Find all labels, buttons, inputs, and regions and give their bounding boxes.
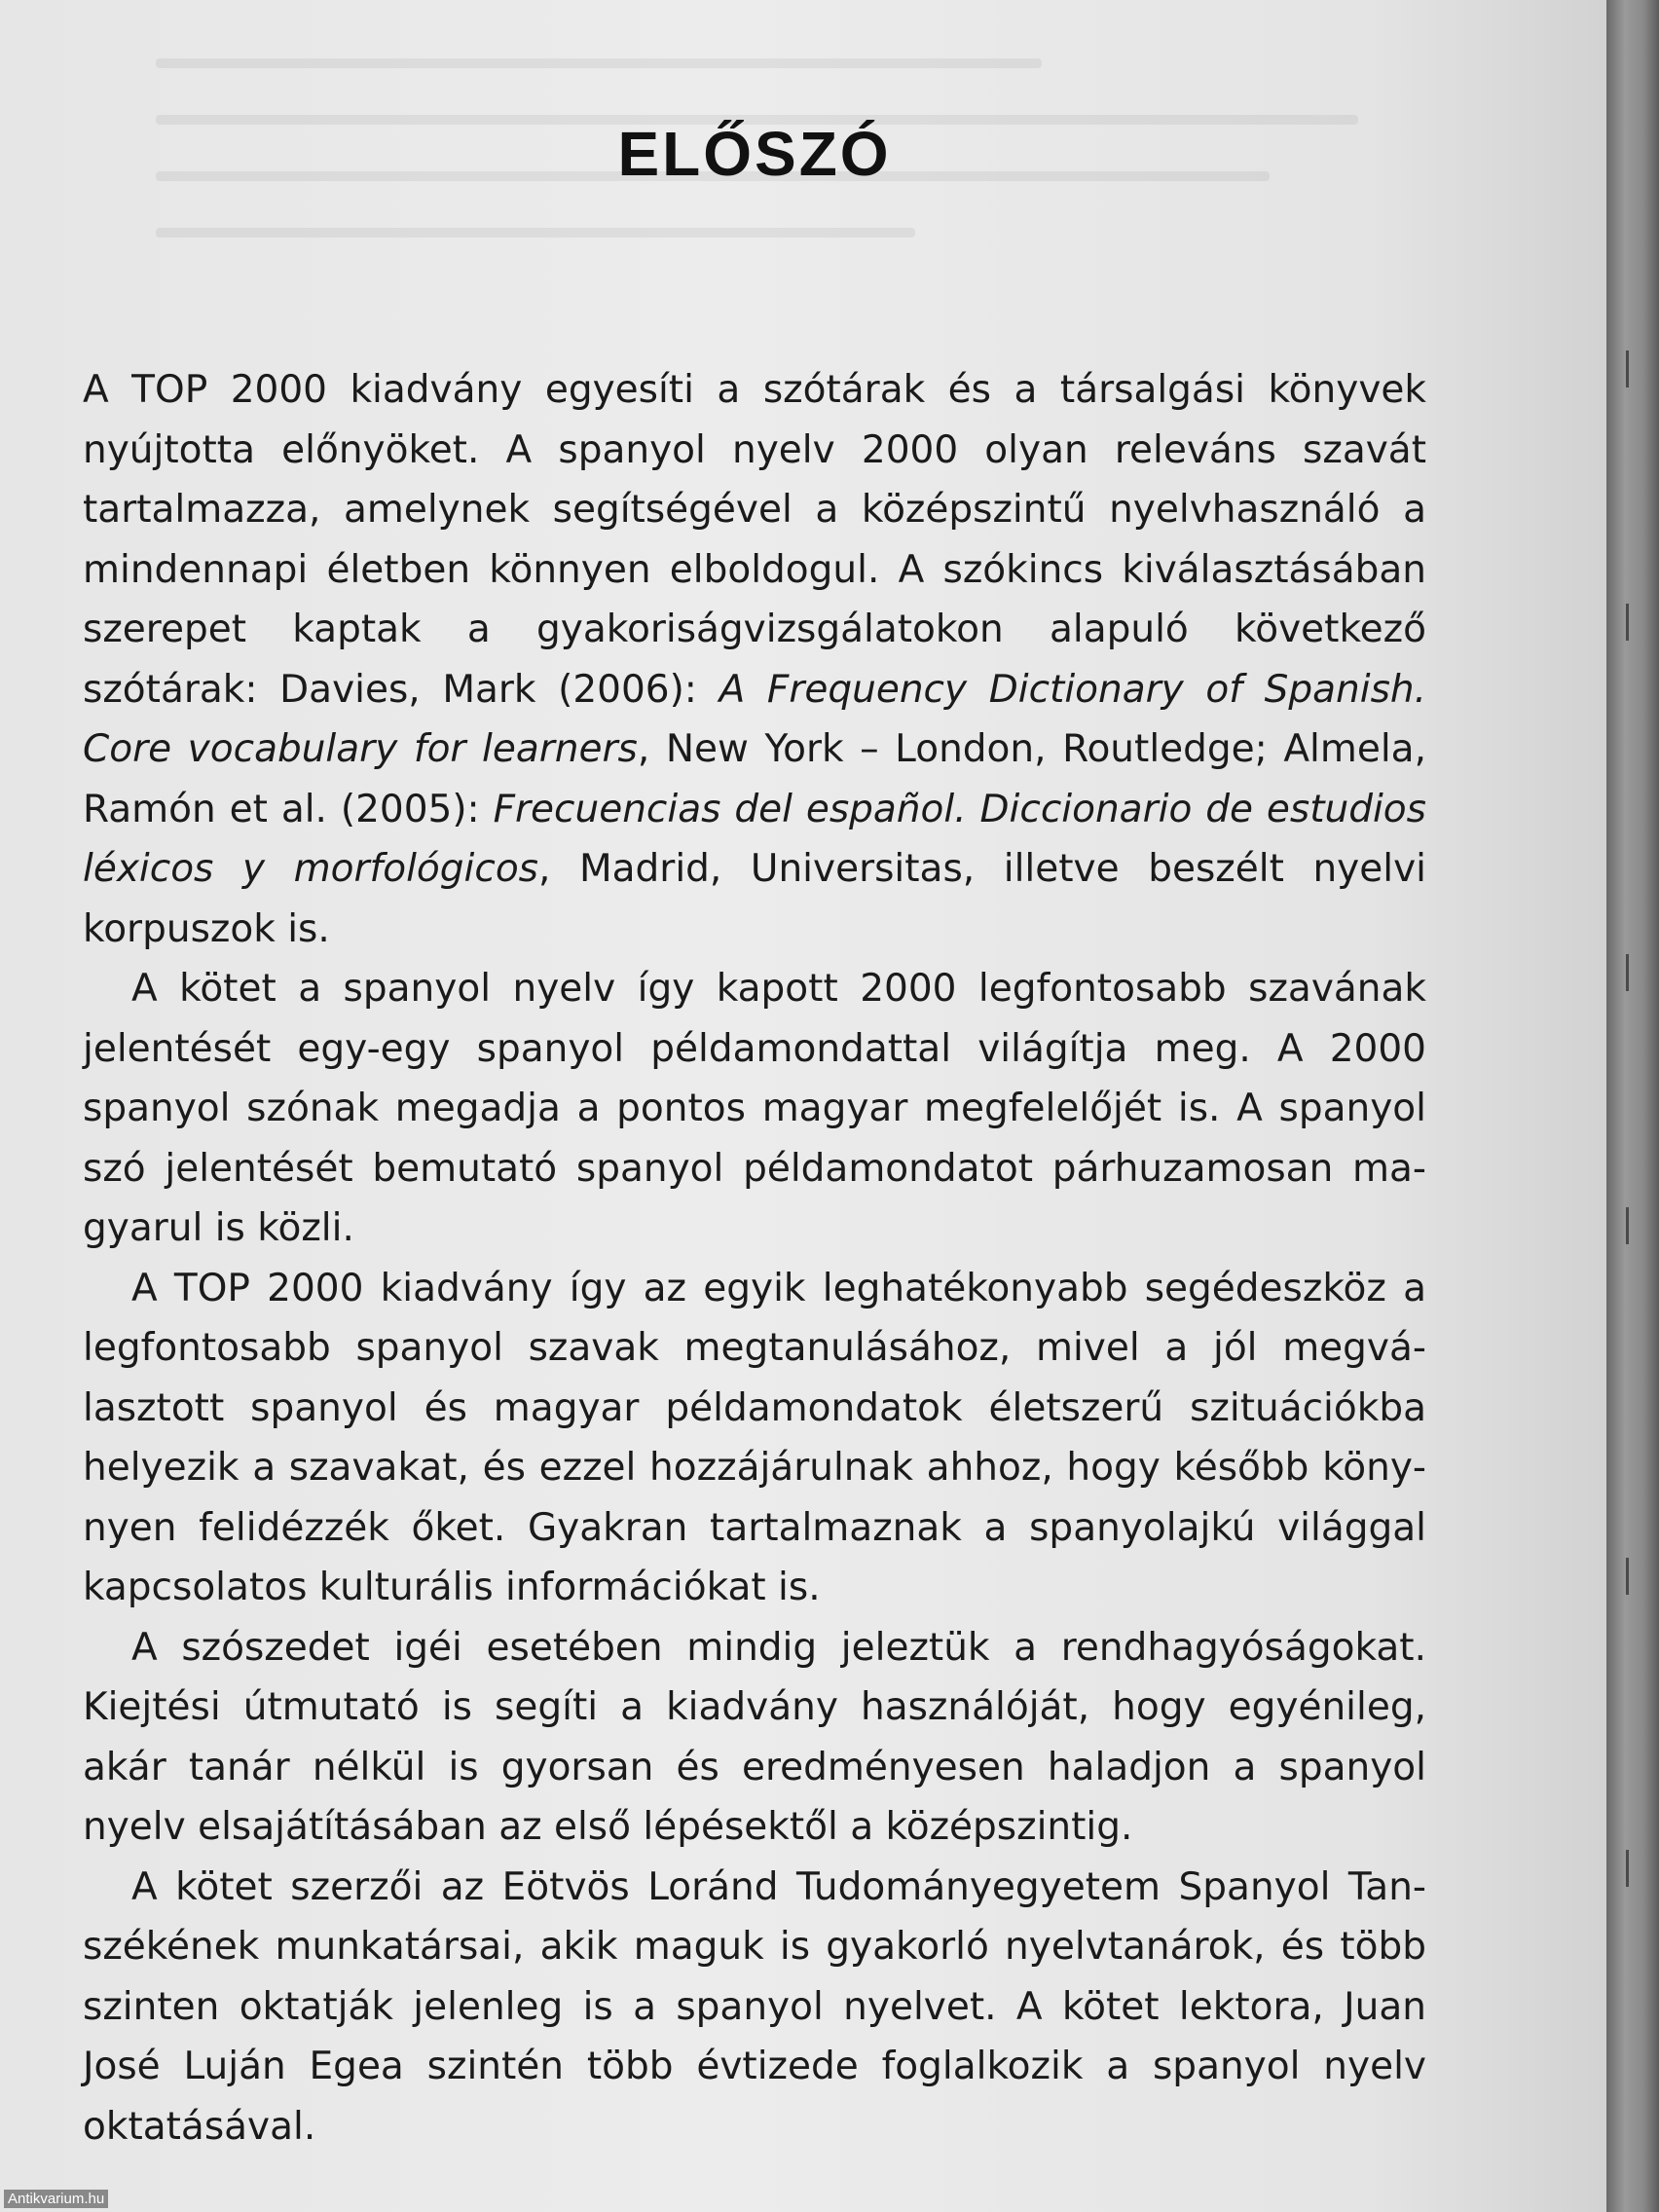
show-through-text <box>156 58 1421 350</box>
text-segment: A kötet szerzői az Eötvös Loránd Tudományegyetem Spanyol Tanszékének munkatársai, akik maguk is gyakorló nyelvtanárok, és több szinten oktatják jelenleg is a spanyol nyelvet. A kötet lektora, Juan José Luján Egea szintén több évtizede foglalkozik a spanyol nyelv oktatásával. <box>83 1864 1426 2149</box>
paragraph-5 <box>83 1858 1426 2157</box>
paragraph-4 <box>83 1618 1426 1858</box>
page-title: ELŐSZÓ <box>617 118 892 189</box>
adjacent-page-edge <box>1606 0 1659 2212</box>
text-segment: A TOP 2000 kiadvány egyesíti a szótárak és a társalgási könyvek nyújtotta előnyöket. A spanyol nyelv 2000 olyan releváns szavát tartalmazza, amelynek segítségével a középszintű nyelvhasználó a mindennapi életben könnyen elboldogul. A szókincs kiválasztásában szerepet kaptak a gyakoriságvizsgálatokon alapuló következő szótárak: Davies, Mark (2006): <box>83 368 1426 712</box>
paragraph-2 <box>83 959 1426 1259</box>
text-segment: A szószedet igéi esetében mindig jeleztük a rendhagyóságokat. Kiejtési útmutató is segíti a kiadvány használóját, hogy egyénileg, akár tanár nélkül is gyorsan és eredményesen haladjon a spanyol nyelv elsajátításában az első lépésektől a középszintig. <box>83 1625 1426 1849</box>
text-segment: , Madrid, Universitas, illetve beszélt nyelvi korpuszok is. <box>83 847 1426 951</box>
preface-body <box>83 360 1426 2157</box>
italic-title-segment: A Frequency Dictionary of Spanish. Core vocabulary for learners <box>83 667 1426 771</box>
paragraph-3 <box>83 1259 1426 1618</box>
watermark: Antikvarium.hu <box>4 2190 108 2208</box>
text-segment: A kötet a spanyol nyelv így kapott 2000 legfontosabb szavának jelentését egy-egy spanyol példamondattal világítja meg. A 2000 spanyol szónak megadja a pontos magyar megfelelőjét is. A spanyol szó jelentését bemutató spanyol példamondatot párhuzamosan magyarul is közli. <box>83 967 1426 1250</box>
paragraph-1 <box>83 360 1426 959</box>
text-segment: , New York – London, Routledge; Almela, Ramón et al. (2005): <box>83 727 1426 831</box>
italic-title-segment: Frecuencias del español. Diccionario de estudios léxicos y morfológicos <box>83 787 1426 891</box>
text-segment: A TOP 2000 kiadvány így az egyik leghatékonyabb segédeszköz a legfontosabb spanyol szavak megtanulásához, mivel a jól megválasztott spanyol és magyar példamondatok életszerű szituációkba helyezik a szavakat, és ezzel hozzájárulnak ahhoz, hogy később könynyen felidézzék őket. Gyakran tartalmaznak a spanyolajkú világgal kapcsolatos kulturális információkat is. <box>83 1266 1426 1609</box>
